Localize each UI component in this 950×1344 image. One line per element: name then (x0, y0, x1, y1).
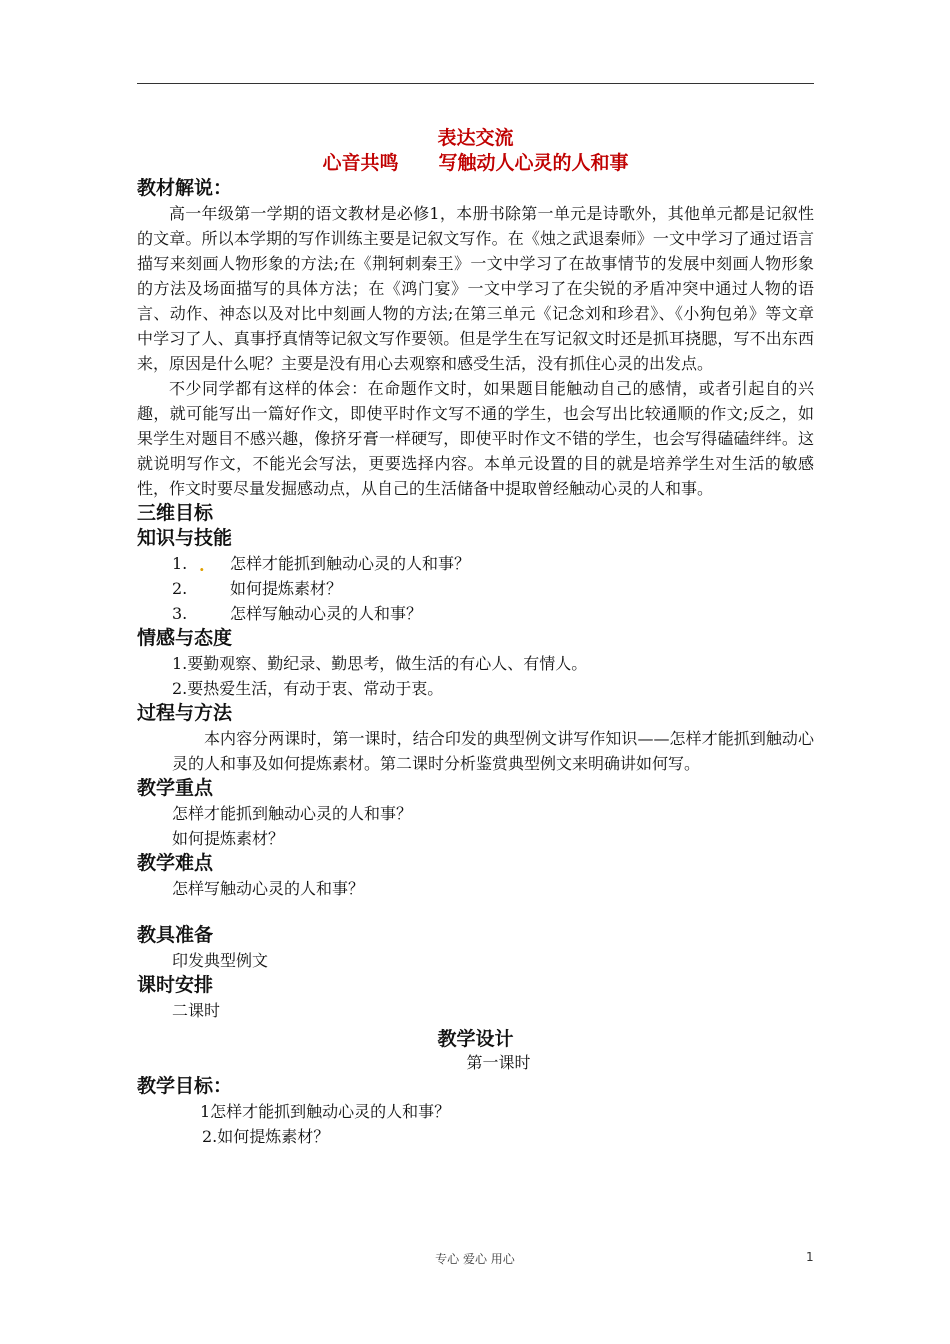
paragraph-guocheng: 本内容分两课时，第一课时，结合印发的典型例文讲写作知识——怎样才能抓到触动心灵的人和事及如何提炼素材。第二课时分析鉴赏典型例文来明确讲如何写。 (172, 729, 814, 773)
list-item (137, 601, 814, 626)
heading-nandian: 教学难点 (137, 852, 214, 874)
heading-sanwei: 三维目标 (137, 502, 214, 524)
jiaoju-item-1: 印发典型例文 (172, 951, 269, 970)
list-item-text: 怎样才能抓到触动心灵的人和事？ (230, 554, 471, 573)
list-item (137, 576, 814, 601)
paragraph-jiaocai-1: 高一年级第一学期的语文教材是必修1，本册书除第一单元是诗歌外，其他单元都是记叙性的文章。所以本学期的写作训练主要是记叙文写作。在《烛之武退秦师》一文中学习了通过语言描写来刻画人物形象的方法;在《荆轲刺秦王》一文中学习了在故事情节的发展中刻画人物形象的方法及场面描写的具体方法；在《鸿门宴》一文中学习了在尖锐的矛盾冲突中通过人物的语言、动作、神态以及对比中刻画人物的方法;在第三单元《记念刘和珍君》、《小狗包弟》等文章中学习了人、真事抒真情等记叙文写作要领。但是学生在写记叙文时还是抓耳挠腮，写不出东西来，原因是什么呢？主要是没有用心去观察和感受生活，没有抓住心灵的出发点。 (137, 204, 814, 373)
heading-sheji: 教学设计 (437, 1028, 514, 1050)
page-footer: 专心 爱心 用心 (435, 1252, 515, 1266)
doc-title: 表达交流 (437, 127, 514, 149)
qinggan-item-1: 1.要勤观察、勤纪录、勤思考，做生活的有心人、有情人。 (172, 654, 588, 673)
page-number: 1 (806, 1250, 814, 1264)
list-item (137, 551, 814, 576)
document-body (137, 126, 814, 1149)
list-item-number: 2. (172, 579, 188, 598)
heading-jiaoju: 教具准备 (137, 924, 214, 946)
list-item-text: 怎样写触动心灵的人和事？ (230, 604, 423, 623)
qinggan-item-2: 2.要热爱生活，有动于衷、常动于衷。 (172, 679, 444, 698)
zhongdian-item-1: 怎样才能抓到触动心灵的人和事？ (172, 804, 413, 823)
keshi-item-1: 二课时 (172, 1001, 221, 1020)
heading-jiaocai: 教材解说： (137, 177, 233, 199)
heading-zhongdian: 教学重点 (137, 777, 214, 799)
doc-subtitle (137, 151, 814, 176)
list-item-number: 1. (172, 554, 188, 573)
subtitle-part-a: 心音共鸣 (322, 152, 399, 174)
mubiao-item-1: 1怎样才能抓到触动心灵的人和事？ (200, 1102, 451, 1121)
list-item-text: 如何提炼素材？ (230, 579, 343, 598)
heading-guocheng: 过程与方法 (137, 702, 233, 724)
heading-qinggan: 情感与态度 (137, 627, 233, 649)
heading-keshi: 课时安排 (137, 974, 214, 996)
paragraph-jiaocai-2: 不少同学都有这样的体会：在命题作文时，如果题目能触动自己的感情，或者引起自的兴趣，就可能写出一篇好作文，即使平时作文写不通的学生，也会写出比较通顺的作文;反之，如果学生对题目不感兴趣，像挤牙膏一样硬写，即使平时作文不错的学生，也会写得磕磕绊绊。这就说明写作文，不能光会写法，更要选择内容。本单元设置的目的就是培养学生对生活的敏感性，作文时要尽量发掘感动点，从自己的生活储备中提取曾经触动心灵的人和事。 (137, 379, 814, 498)
list-item-number: 3. (172, 604, 188, 623)
sheji-subtitle: 第一课时 (466, 1053, 531, 1072)
header-rule (137, 83, 814, 84)
zhongdian-item-2: 如何提炼素材？ (172, 829, 285, 848)
mubiao-item-2: 2.如何提炼素材？ (202, 1127, 330, 1146)
subtitle-part-b: 写触动人心灵的人和事 (438, 152, 629, 174)
marker-dot: . (199, 556, 205, 575)
nandian-item-1: 怎样写触动心灵的人和事？ (172, 879, 365, 898)
heading-mubiao: 教学目标： (137, 1075, 233, 1097)
heading-zhishi: 知识与技能 (137, 527, 233, 549)
